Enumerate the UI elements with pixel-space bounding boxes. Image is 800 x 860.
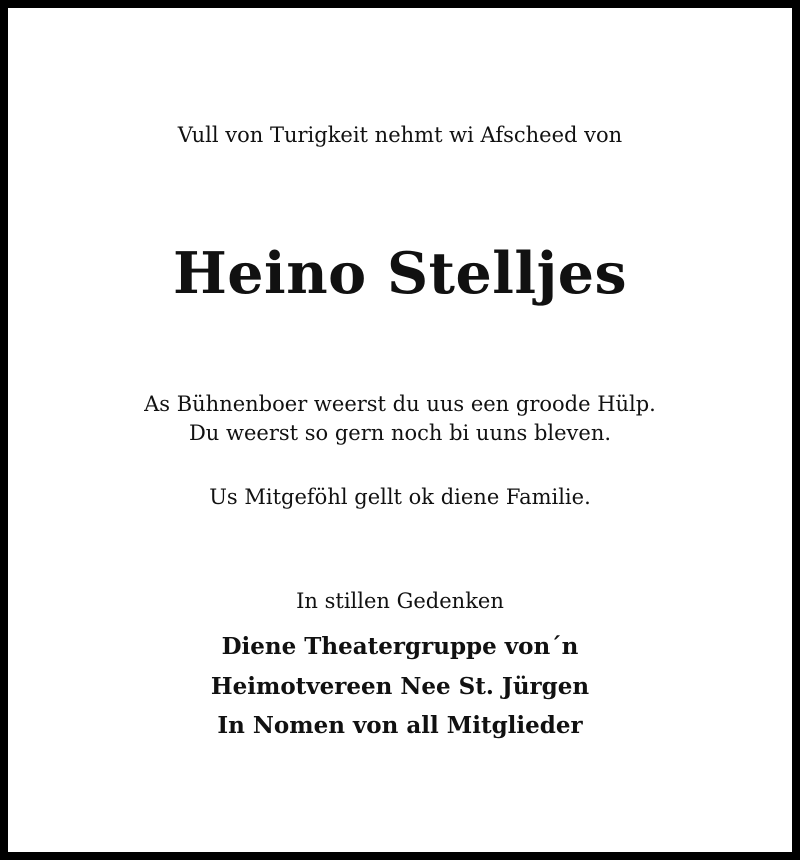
intro-line: Vull von Turigkeit nehmt wi Afscheed von: [177, 123, 623, 147]
message-line-3: Us Mitgeföhl gellt ok diene Familie.: [209, 485, 591, 509]
deceased-name: Heino Stelljes: [172, 240, 628, 307]
message-line-2: Du weerst so gern noch bi uuns bleven.: [188, 421, 612, 445]
signature-line-1: Diene Theatergruppe von´n: [221, 633, 579, 660]
closing-line: In stillen Gedenken: [296, 589, 504, 613]
signature-line-3: In Nomen von all Mitglieder: [217, 712, 583, 739]
message-line-1: As Bühnenboer weerst du uus een groode Hülp.: [144, 392, 656, 416]
signature-line-2: Heimotvereen Nee St. Jürgen: [210, 673, 590, 700]
